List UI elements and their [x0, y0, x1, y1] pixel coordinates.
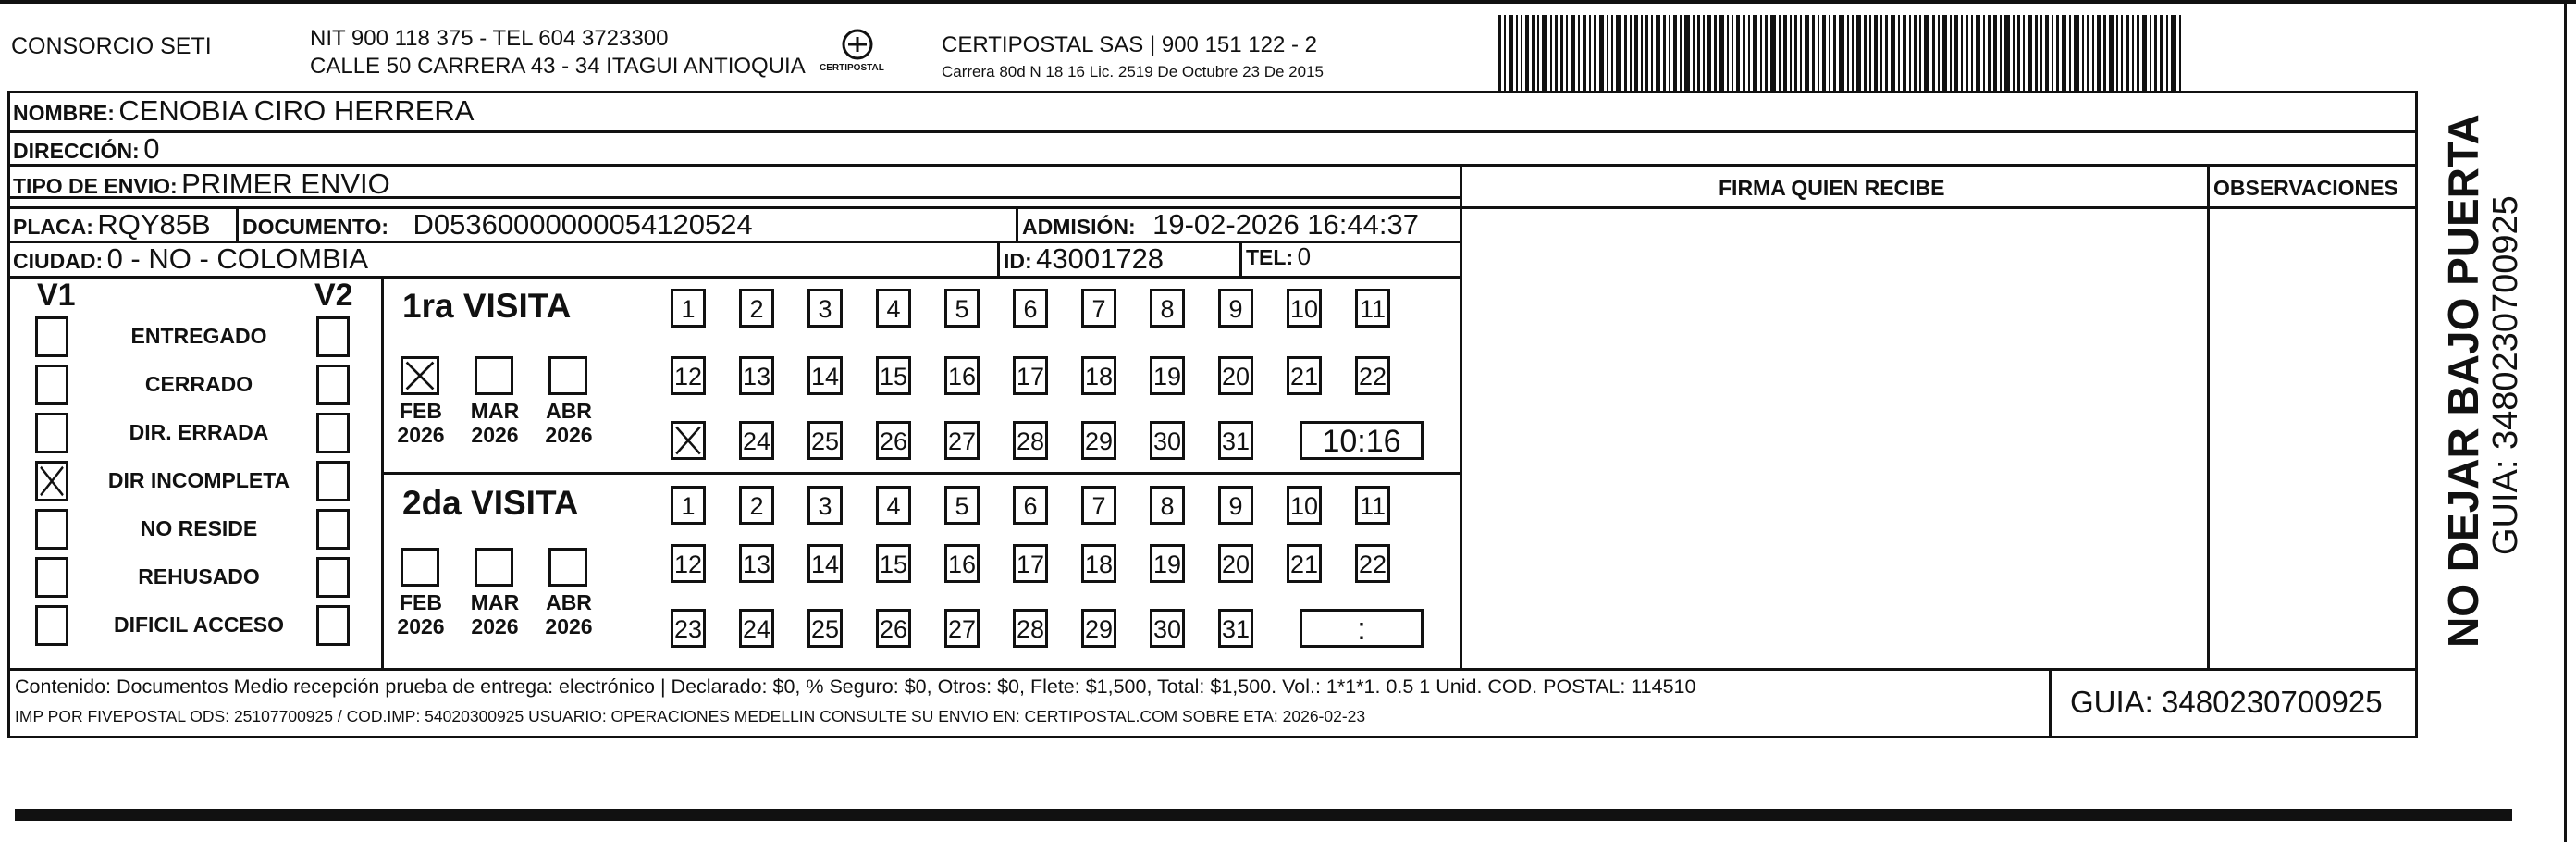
- barcode-bar: [1790, 15, 1792, 94]
- barcode-bar: [2160, 15, 2163, 94]
- barcode-bar: [2097, 15, 2101, 94]
- barcode-bar: [1663, 15, 1666, 94]
- barcode-bar: [1509, 15, 1513, 94]
- barcode-bar: [2154, 15, 2157, 94]
- placa-row: [13, 208, 211, 241]
- top-border: [0, 0, 2576, 4]
- barcode-bar: [1869, 15, 1871, 94]
- month-year: 2026: [545, 423, 593, 447]
- direccion-value: 0: [143, 132, 160, 165]
- barcode-bar: [1651, 15, 1653, 94]
- day-box[interactable]: 7: [1081, 486, 1116, 525]
- month-checkbox[interactable]: [475, 356, 513, 395]
- barcode-bar: [1891, 15, 1895, 94]
- barcode-bar: [1703, 15, 1705, 94]
- right-edge-rule: [2564, 0, 2567, 842]
- barcode-bar: [1707, 15, 1711, 94]
- tipo-value: PRIMER ENVIO: [181, 167, 390, 200]
- barcode-bar: [2040, 15, 2042, 94]
- barcode-bar: [1555, 15, 1558, 94]
- footer-guia: GUIA: 3480230700925: [2070, 685, 2383, 719]
- month-year: 2026: [397, 614, 445, 638]
- barcode-bar: [1932, 15, 1935, 94]
- day-box[interactable]: 16: [944, 356, 980, 395]
- barcode-bar: [2150, 15, 2151, 94]
- direccion-row: [13, 132, 159, 166]
- second-visit-title: 2da VISITA: [402, 484, 579, 522]
- tel-value: 0: [1297, 242, 1312, 270]
- v2-checkbox[interactable]: [316, 557, 350, 598]
- col-divider: [1016, 206, 1018, 241]
- v1-checkbox[interactable]: [35, 605, 68, 646]
- month-checkbox[interactable]: [475, 548, 513, 587]
- month-name: FEB: [400, 399, 442, 423]
- barcode-bar: [1898, 15, 1900, 94]
- barcode-bar: [1971, 15, 1973, 94]
- month-checkbox[interactable]: [401, 356, 439, 395]
- day-box[interactable]: 18: [1081, 356, 1116, 395]
- month-checkbox[interactable]: [401, 548, 439, 587]
- barcode-bar: [1571, 15, 1575, 94]
- observaciones-header: OBSERVACIONES: [2213, 176, 2398, 200]
- id-value: 43001728: [1036, 242, 1165, 275]
- barcode-bar: [2035, 15, 2038, 94]
- col-divider: [236, 206, 239, 241]
- barcode-bar: [1607, 15, 1608, 94]
- address-line: CALLE 50 CARRERA 43 - 34 ITAGUI ANTIOQUIA: [310, 54, 806, 79]
- day-box[interactable]: 11: [1355, 289, 1390, 328]
- ciudad-label: CIUDAD:: [13, 249, 104, 273]
- bottom-rule: [15, 809, 2512, 821]
- time-box[interactable]: :: [1300, 609, 1424, 648]
- barcode-bar: [1924, 15, 1929, 94]
- tipo-row: [13, 167, 390, 201]
- barcode-bar: [1583, 15, 1586, 94]
- barcode-bar: [1993, 15, 1997, 94]
- barcode-bar: [2000, 15, 2002, 94]
- day-box[interactable]: 20: [1218, 356, 1253, 395]
- barcode-bar: [1805, 15, 1809, 94]
- barcode-bar: [1909, 15, 1911, 94]
- day-box[interactable]: 28: [1013, 421, 1048, 460]
- v1-checkbox[interactable]: [35, 461, 68, 501]
- col-divider: [2049, 668, 2052, 738]
- barcode-bar: [1599, 15, 1604, 94]
- barcode-bar: [1885, 15, 1888, 94]
- barcode-bar: [1560, 15, 1563, 94]
- day-box[interactable]: 15: [876, 544, 911, 583]
- month-label: [541, 399, 597, 447]
- col-divider: [2207, 164, 2210, 668]
- barcode-bar: [1714, 15, 1717, 94]
- day-box[interactable]: 10: [1287, 486, 1322, 525]
- barcode: [1498, 15, 2238, 94]
- barcode-bar: [1656, 15, 1660, 94]
- barcode-bar: [1779, 15, 1781, 94]
- v2-checkbox[interactable]: [316, 365, 350, 405]
- day-box[interactable]: 7: [1081, 289, 1116, 328]
- month-name: ABR: [546, 399, 592, 423]
- barcode-bar: [1697, 15, 1700, 94]
- day-box[interactable]: 8: [1150, 486, 1185, 525]
- tipo-label: TIPO DE ENVIO:: [13, 174, 178, 198]
- barcode-bar: [1856, 15, 1861, 94]
- day-box[interactable]: 29: [1081, 609, 1116, 648]
- barcode-bar: [2052, 15, 2053, 94]
- day-box[interactable]: 25: [807, 609, 843, 648]
- col-divider: [1239, 241, 1242, 276]
- direccion-label: DIRECCIÓN:: [13, 139, 140, 163]
- day-box[interactable]: 16: [944, 544, 980, 583]
- certipostal-line1: CERTIPOSTAL SAS | 900 151 122 - 2: [942, 32, 1317, 57]
- month-label: [541, 590, 597, 638]
- day-box[interactable]: 17: [1013, 356, 1048, 395]
- barcode-bar: [1988, 15, 1991, 94]
- barcode-bar: [1800, 15, 1802, 94]
- barcode-bar: [1954, 15, 1958, 94]
- barcode-bar: [1966, 15, 1968, 94]
- day-box[interactable]: 6: [1013, 486, 1048, 525]
- month-name: MAR: [470, 399, 520, 423]
- month-name: MAR: [470, 590, 520, 614]
- barcode-bar: [1961, 15, 1963, 94]
- day-box[interactable]: 11: [1355, 486, 1390, 525]
- company-name: CONSORCIO SETI: [11, 33, 212, 59]
- barcode-bar: [1630, 15, 1632, 94]
- documento-value: D05360000000054120524: [413, 208, 753, 241]
- barcode-bar: [1566, 15, 1568, 94]
- certipostal-logo: [816, 28, 899, 83]
- side-guia: GUIA: 3480230700925: [2486, 195, 2525, 555]
- month-name: FEB: [400, 590, 442, 614]
- placa-value: RQY85B: [97, 208, 211, 241]
- barcode-bar: [2103, 15, 2106, 94]
- month-label: [393, 399, 449, 447]
- barcode-bar: [2069, 15, 2071, 94]
- month-year: 2026: [397, 423, 445, 447]
- barcode-bar: [1942, 15, 1947, 94]
- barcode-bar: [1684, 15, 1690, 94]
- barcode-bar: [1641, 15, 1643, 94]
- barcode-bar: [1634, 15, 1638, 94]
- footer-line2: IMP POR FIVEPOSTAL ODS: 25107700925 / COD.IMP: 54020300925 USUARIO: OPERACIONES MEDELLIN CONSULTE SU ENVIO EN: CERTIPOSTAL.COM SOBRE ETA: 2026-02-23: [15, 707, 1366, 725]
- barcode-bar: [1847, 15, 1849, 94]
- admision-row: [1022, 208, 1419, 241]
- barcode-bar: [1976, 15, 1980, 94]
- reason-label: NO RESIDE: [140, 516, 258, 540]
- day-box[interactable]: 1: [671, 486, 706, 525]
- barcode-bar: [1874, 15, 1878, 94]
- barcode-bar: [1748, 15, 1750, 94]
- barcode-bar: [2056, 15, 2059, 94]
- day-box[interactable]: 31: [1218, 421, 1253, 460]
- day-box[interactable]: 24: [739, 421, 774, 460]
- day-box[interactable]: 18: [1081, 544, 1116, 583]
- id-label: ID:: [1004, 249, 1032, 273]
- day-box[interactable]: 6: [1013, 289, 1048, 328]
- barcode-bar: [1753, 15, 1757, 94]
- barcode-bar: [2028, 15, 2032, 94]
- barcode-bar: [1525, 15, 1529, 94]
- v1-checkbox[interactable]: [35, 557, 68, 598]
- barcode-bar: [2116, 15, 2118, 94]
- day-box[interactable]: 23: [671, 609, 706, 648]
- barcode-bar: [2092, 15, 2094, 94]
- v2-checkbox[interactable]: [316, 461, 350, 501]
- day-box[interactable]: 24: [739, 609, 774, 648]
- barcode-bar: [2023, 15, 2025, 94]
- barcode-bar: [1521, 15, 1522, 94]
- first-visit-title: 1ra VISITA: [402, 287, 572, 325]
- barcode-bar: [1669, 15, 1670, 94]
- barcode-bar: [1833, 15, 1836, 94]
- day-box[interactable]: 26: [876, 421, 911, 460]
- row-divider: [7, 276, 1461, 279]
- barcode-bar: [1760, 15, 1762, 94]
- day-box[interactable]: 17: [1013, 544, 1048, 583]
- day-box[interactable]: 12: [671, 544, 706, 583]
- day-box[interactable]: 13: [739, 544, 774, 583]
- day-box[interactable]: 31: [1218, 609, 1253, 648]
- row-divider: [7, 130, 2418, 133]
- id-row: [1004, 242, 1164, 276]
- month-year: 2026: [545, 614, 593, 638]
- day-box[interactable]: 14: [807, 544, 843, 583]
- barcode-bar: [1616, 15, 1621, 94]
- reason-label: DIFICIL ACCESO: [113, 613, 284, 637]
- v1-label: V1: [37, 278, 76, 313]
- barcode-bar: [1727, 15, 1729, 94]
- nombre-label: NOMBRE:: [13, 101, 115, 125]
- day-box[interactable]: 22: [1355, 544, 1390, 583]
- barcode-bar: [1812, 15, 1815, 94]
- barcode-bar: [1743, 15, 1745, 94]
- month-name: ABR: [546, 590, 592, 614]
- admision-value: 19-02-2026 16:44:37: [1152, 208, 1419, 241]
- day-box[interactable]: 2: [739, 289, 774, 328]
- day-box[interactable]: 15: [876, 356, 911, 395]
- barcode-bar: [1624, 15, 1627, 94]
- tel-label: TEL:: [1246, 245, 1294, 269]
- barcode-bar: [1504, 15, 1506, 94]
- barcode-bar: [2087, 15, 2089, 94]
- day-box[interactable]: 30: [1150, 609, 1185, 648]
- barcode-bar: [1594, 15, 1596, 94]
- nombre-row: [13, 94, 474, 128]
- barcode-bar: [2109, 15, 2114, 94]
- barcode-bar: [2142, 15, 2147, 94]
- barcode-bar: [2082, 15, 2084, 94]
- reason-label: DIR. ERRADA: [129, 420, 269, 444]
- barcode-bar: [1693, 15, 1695, 94]
- v1-checkbox[interactable]: [35, 365, 68, 405]
- barcode-bar: [1880, 15, 1882, 94]
- reason-label: REHUSADO: [138, 564, 260, 588]
- v1-checkbox[interactable]: [35, 316, 68, 357]
- time-box[interactable]: 10:16: [1300, 421, 1424, 460]
- day-box[interactable]: 21: [1287, 356, 1322, 395]
- barcode-bar: [2074, 15, 2079, 94]
- barcode-bar: [1818, 15, 1819, 94]
- day-box[interactable]: 3: [807, 486, 843, 525]
- firma-header: FIRMA QUIEN RECIBE: [1719, 176, 1945, 200]
- day-box[interactable]: 1: [671, 289, 706, 328]
- barcode-bar: [2121, 15, 2123, 94]
- day-box[interactable]: 26: [876, 609, 911, 648]
- barcode-bar: [2017, 15, 2020, 94]
- barcode-bar: [1498, 15, 1501, 94]
- barcode-bar: [1611, 15, 1613, 94]
- day-box[interactable]: 22: [1355, 356, 1390, 395]
- barcode-bar: [1822, 15, 1826, 94]
- barcode-bar: [1783, 15, 1787, 94]
- month-label: [393, 590, 449, 638]
- day-box[interactable]: 2: [739, 486, 774, 525]
- day-box[interactable]: 28: [1013, 609, 1048, 648]
- barcode-bar: [1719, 15, 1724, 94]
- barcode-bar: [1765, 15, 1768, 94]
- day-box[interactable]: 19: [1150, 356, 1185, 395]
- v1-checkbox[interactable]: [35, 509, 68, 550]
- day-box[interactable]: 5: [944, 486, 980, 525]
- barcode-bar: [2179, 15, 2181, 94]
- barcode-bar: [2137, 15, 2139, 94]
- barcode-bar: [1829, 15, 1830, 94]
- barcode-bar: [1516, 15, 1518, 94]
- day-box[interactable]: 9: [1218, 289, 1253, 328]
- barcode-bar: [2126, 15, 2129, 94]
- barcode-bar: [2062, 15, 2066, 94]
- footer-line1: Contenido: Documentos Medio recepción prueba de entrega: electrónico | Declarado: $0, % Seguro: $0, Otros: $0, Flete: $1,500, Total: $1,500. Vol.: 1*1*1. 0.5 1 Unid. COD. POSTAL: 114510: [15, 675, 1696, 698]
- barcode-bar: [1903, 15, 1906, 94]
- barcode-bar: [2013, 15, 2015, 94]
- day-box[interactable]: 27: [944, 421, 980, 460]
- day-box[interactable]: 21: [1287, 544, 1322, 583]
- v2-checkbox[interactable]: [316, 413, 350, 453]
- footer-divider: [7, 668, 2418, 671]
- day-box[interactable]: 10: [1287, 289, 1322, 328]
- barcode-bar: [1736, 15, 1740, 94]
- day-box[interactable]: 30: [1150, 421, 1185, 460]
- logo-text: CERTIPOSTAL: [820, 63, 884, 73]
- nombre-value: CENOBIA CIRO HERRERA: [118, 94, 475, 127]
- barcode-bar: [1537, 15, 1539, 94]
- month-checkbox[interactable]: [548, 356, 587, 395]
- day-box[interactable]: 27: [944, 609, 980, 648]
- reason-label: ENTREGADO: [130, 324, 267, 348]
- col-divider: [1460, 164, 1462, 668]
- row-divider: [7, 164, 2418, 167]
- admision-label: ADMISIÓN:: [1022, 215, 1136, 239]
- barcode-bar: [2004, 15, 2010, 94]
- v2-checkbox[interactable]: [316, 605, 350, 646]
- documento-row: [242, 208, 753, 241]
- reason-label: CERRADO: [144, 372, 253, 396]
- day-box[interactable]: 3: [807, 289, 843, 328]
- day-box[interactable]: 20: [1218, 544, 1253, 583]
- col-divider: [997, 241, 1000, 276]
- barcode-bar: [1794, 15, 1797, 94]
- v2-label: V2: [314, 278, 353, 313]
- barcode-bar: [1938, 15, 1940, 94]
- day-box[interactable]: 29: [1081, 421, 1116, 460]
- barcode-bar: [1550, 15, 1552, 94]
- day-box[interactable]: 9: [1218, 486, 1253, 525]
- barcode-bar: [1589, 15, 1591, 94]
- barcode-bar: [2166, 15, 2168, 94]
- reason-label: DIR INCOMPLETA: [107, 468, 290, 492]
- month-label: [467, 399, 523, 447]
- nit-line: NIT 900 118 375 - TEL 604 3723300: [310, 26, 669, 51]
- barcode-bar: [1680, 15, 1682, 94]
- ciudad-row: [13, 242, 368, 276]
- v2-checkbox[interactable]: [316, 316, 350, 357]
- v1-checkbox[interactable]: [35, 413, 68, 453]
- barcode-bar: [1864, 15, 1867, 94]
- day-box[interactable]: 4: [876, 486, 911, 525]
- day-box[interactable]: 13: [739, 356, 774, 395]
- day-box[interactable]: 8: [1150, 289, 1185, 328]
- barcode-bar: [1542, 15, 1547, 94]
- barcode-bar: [1578, 15, 1580, 94]
- day-box[interactable]: [671, 421, 706, 460]
- month-year: 2026: [471, 423, 519, 447]
- day-box[interactable]: 19: [1150, 544, 1185, 583]
- day-box[interactable]: 14: [807, 356, 843, 395]
- barcode-bar: [1770, 15, 1776, 94]
- day-box[interactable]: 12: [671, 356, 706, 395]
- documento-label: DOCUMENTO:: [242, 215, 389, 239]
- barcode-bar: [1673, 15, 1677, 94]
- placa-label: PLACA:: [13, 215, 93, 239]
- barcode-bar: [1839, 15, 1844, 94]
- barcode-bar: [2171, 15, 2176, 94]
- month-year: 2026: [471, 614, 519, 638]
- barcode-bar: [1983, 15, 1985, 94]
- certipostal-line2: Carrera 80d N 18 16 Lic. 2519 De Octubre 23 De 2015: [942, 63, 1324, 80]
- barcode-bar: [1914, 15, 1917, 94]
- month-label: [467, 590, 523, 638]
- side-warning: NO DEJAR BAJO PUERTA: [2439, 114, 2487, 648]
- month-checkbox[interactable]: [548, 548, 587, 587]
- ciudad-value: 0 - NO - COLOMBIA: [106, 242, 369, 275]
- day-box[interactable]: 5: [944, 289, 980, 328]
- barcode-bar: [1732, 15, 1733, 94]
- barcode-bar: [1532, 15, 1535, 94]
- v2-checkbox[interactable]: [316, 509, 350, 550]
- day-box[interactable]: 25: [807, 421, 843, 460]
- visit-divider: [381, 472, 1460, 475]
- barcode-bar: [1852, 15, 1854, 94]
- barcode-bar: [1919, 15, 1921, 94]
- day-box[interactable]: 4: [876, 289, 911, 328]
- barcode-bar: [1950, 15, 1952, 94]
- barcode-bar: [2045, 15, 2049, 94]
- tel-row: [1246, 242, 1311, 271]
- barcode-bar: [1645, 15, 1648, 94]
- barcode-bar: [2132, 15, 2134, 94]
